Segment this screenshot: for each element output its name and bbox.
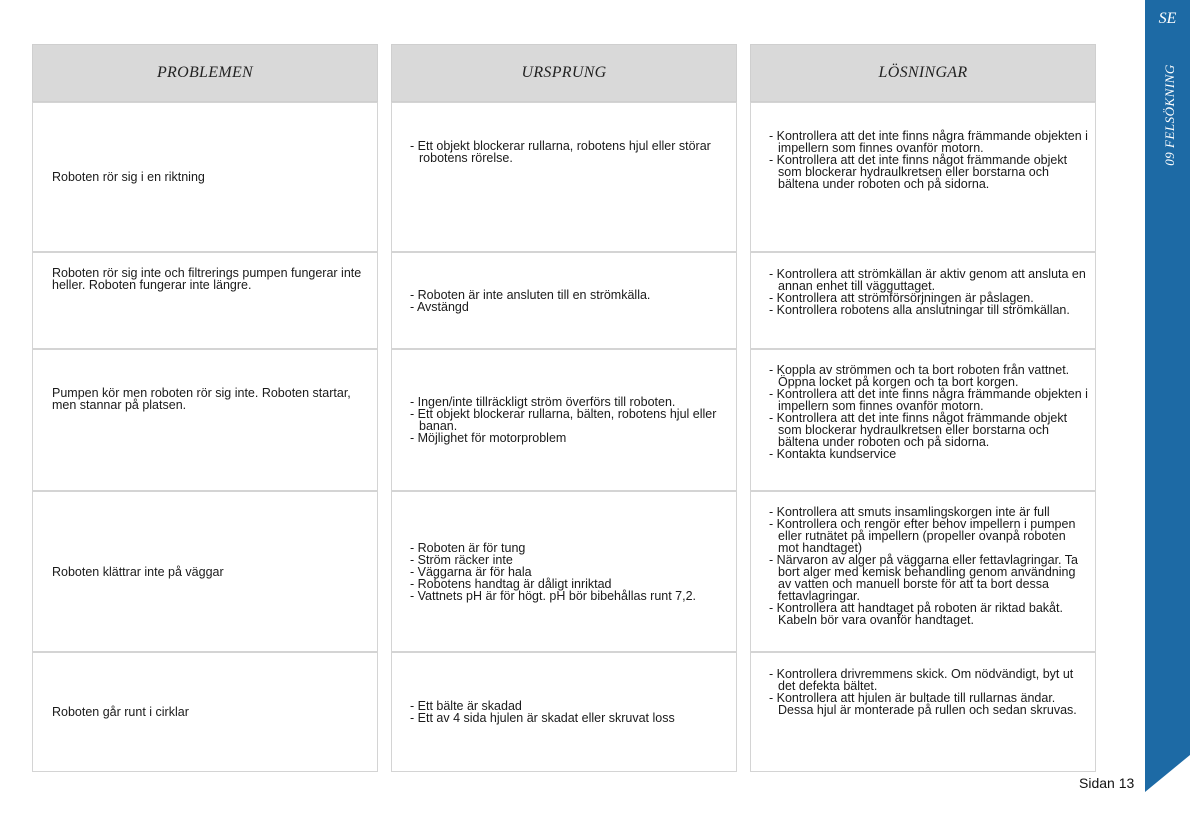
solution-item: - Kontrollera drivremmens skick. Om nödvändigt, byt ut det defekta bältet. [769,667,1074,693]
origin-item: - Robotens handtag är dåligt inriktad [410,576,612,591]
origin-item: - Roboten är inte ansluten till en strömkälla. [410,287,651,302]
solution-item: - Kontrollera att smuts insamlingskorgen inte är full [769,505,1050,519]
origin-cell-2 [391,252,737,349]
solution-cell-3 [750,349,1096,491]
origin-item: - Ett objekt blockerar rullarna, bälten, robotens hjul eller banan. [410,407,717,433]
solution-list-3 [769,364,1089,460]
solution-item: - Kontrollera att det inte finns något främmande objekt som blockerar hydraulkretsen eller borstarna och bältena under roboten och på sidorna. [769,411,1068,449]
origin-list-5 [410,700,730,724]
solution-cell-4 [750,491,1096,652]
problem-cell-4 [32,491,378,652]
origin-item: - Ett bälte är skadad [410,699,522,713]
origin-item: - Ingen/inte tillräckligt ström överförs till roboten. [410,395,676,409]
page-number: Sidan 13 [1079,775,1135,791]
problem-text-5: Roboten går runt i cirklar [52,705,189,719]
problem-cell-2 [32,252,378,349]
problems-column [32,44,378,719]
origin-cell-1 [391,102,737,252]
solution-cell-2 [750,252,1096,349]
problems-header: PROBLEMEN [32,44,378,102]
section-label: 09 FELSÖKNING [1162,64,1177,166]
problem-cell-1 [32,102,378,252]
problem-cell-3 [32,349,378,491]
solutions-header: LÖSNINGAR [750,44,1096,102]
solution-list-1 [769,130,1089,190]
solution-item: - Kontrollera att handtaget på roboten är riktad bakåt. Kabeln bör vara ovanför handtaget. [769,601,1063,627]
problem-text-3: Pumpen kör men roboten rör sig inte. Roboten startar, men stannar på platsen. [52,386,351,412]
origin-item: - Vattnets pH är för högt. pH bör bibehållas runt 7,2. [410,588,697,603]
language-label: SE [1158,10,1177,27]
origin-header: URSPRUNG [391,44,737,102]
solution-item: - Kontrollera att hjulen är bultade till rullarnas ändar. Dessa hjul är monterade på rullen och sedan skruvas. [769,691,1077,717]
origin-item: - Ett av 4 sida hjulen är skadat eller skruvat loss [410,711,675,725]
solution-cell-1 [750,102,1096,252]
origin-cell-3 [391,349,737,491]
solution-item: - Kontrollera att det inte finns några främmande objekten i impellern som finnes ovanför motorn. [769,387,1088,413]
solutions-column [750,44,1096,717]
origin-cell-5 [391,652,737,772]
solution-item: - Kontrollera att det inte finns några främmande objekten i impellern som finnes ovanför motorn. [769,129,1088,155]
solution-item: - Kontrollera att strömkällan är aktiv genom att ansluta en annan enhet till vägguttaget. [769,267,1086,293]
problem-text-4: Roboten klättrar inte på väggar [52,564,224,579]
solution-item: - Kontrollera robotens alla anslutningar till strömkällan. [769,303,1070,317]
solution-cell-5 [750,652,1096,772]
origin-cell-4 [391,491,737,652]
problem-text-1: Roboten rör sig i en riktning [52,170,205,184]
origin-list-1 [410,140,730,164]
solution-list-4 [769,506,1089,626]
problem-text-2: Roboten rör sig inte och filtrerings pumpen fungerar inte heller. Roboten fungerar inte längre. [52,266,362,292]
solution-list-2 [769,268,1089,316]
origin-item: - Möjlighet för motorproblem [410,431,567,445]
solution-item: - Närvaron av alger på väggarna eller fettavlagringar. Ta bort alger med kemisk behandling genom användning av vatten och manuell borste för att ta bort dessa fettavlagringar. [769,553,1078,603]
origin-item: - Roboten är för tung [410,540,526,555]
solution-item: - Kontrollera att strömförsörjningen är påslagen. [769,291,1034,305]
origin-list-4 [410,542,730,602]
origin-item: - Ett objekt blockerar rullarna, robotens hjul eller störar robotens rörelse. [410,139,711,165]
origin-column [391,44,737,725]
origin-item: - Väggarna är för hala [410,564,532,579]
solution-item: - Kontakta kundservice [769,447,897,461]
origin-item: - Ström räcker inte [410,552,513,567]
origin-list-3 [410,396,730,444]
problem-cell-5 [32,652,378,772]
origin-item: - Avstängd [410,299,469,314]
origin-list-2 [410,289,730,313]
solution-item: - Kontrollera och rengör efter behov impellern i pumpen eller rutnätet på impellern (propeller ovanpå roboten mot handtaget) [769,517,1076,555]
solution-item: - Kontrollera att det inte finns något främmande objekt som blockerar hydraulkretsen eller borstarna och bältena under roboten och på sidorna. [769,153,1068,191]
solution-item: - Koppla av strömmen och ta bort roboten från vattnet. Öppna locket på korgen och ta bort korgen. [769,363,1070,389]
solution-list-5 [769,668,1089,716]
